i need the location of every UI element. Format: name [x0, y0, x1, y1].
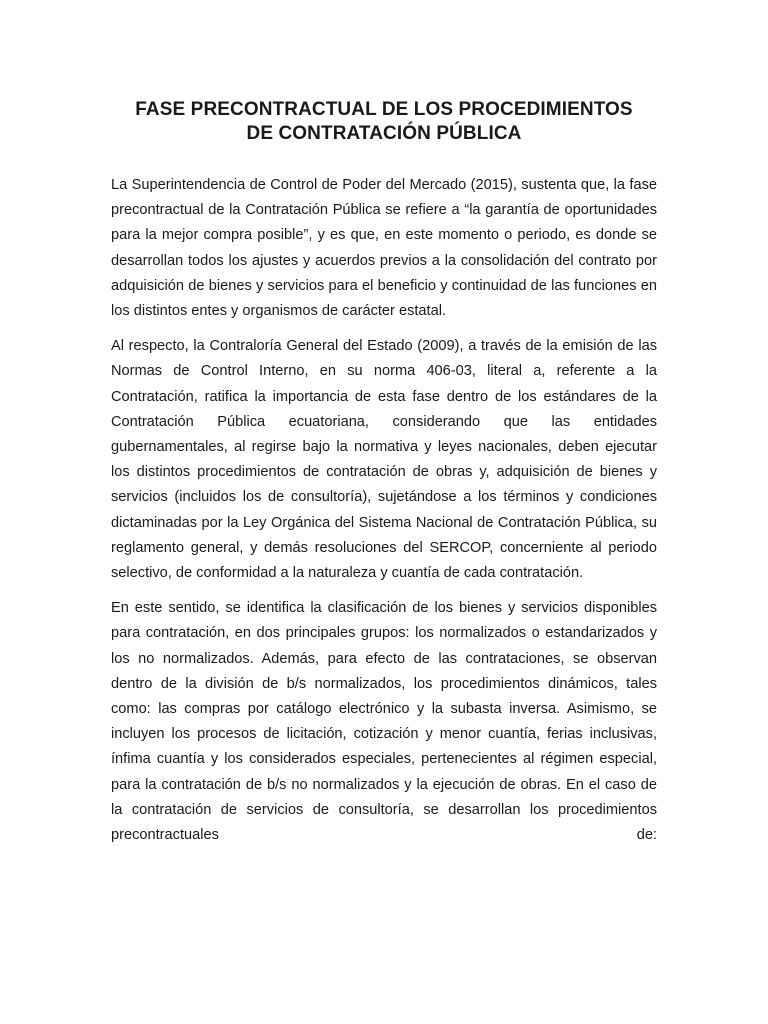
document-body	[111, 173, 657, 858]
paragraph-3: En este sentido, se identifica la clasificación de los bienes y servicios disponibles para contratación, en dos principales grupos: los normalizados o estandarizados y los no normalizados. Además, para efecto de las contrataciones, se observan dentro de la división de b/s normalizados, los procedimientos dinámicos, tales como: las compras por catálogo electrónico y la subasta inversa. Asimismo, se incluyen los procesos de licitación, cotización y menor cuantía, ferias inclusivas, ínfima cuantía y los considerados especiales, pertenecientes al régimen especial, para la contratación de b/s no normalizados y la ejecución de obras. En el caso de la contratación de servicios de consultoría, se desarrollan los procedimientos precontractuales de:	[111, 600, 657, 844]
document-title	[100, 98, 668, 146]
paragraph-1: La Superintendencia de Control de Poder del Mercado (2015), sustenta que, la fase precontractual de la Contratación Pública se refiere a “la garantía de oportunidades para la mejor compra posible”, y es que, en este momento o periodo, es donde se desarrollan todos los ajustes y acuerdos previos a la consolidación del contrato por adquisición de bienes y servicios para el beneficio y continuidad de las funciones en los distintos entes y organismos de carácter estatal.	[111, 177, 657, 320]
paragraph-2: Al respecto, la Contraloría General del Estado (2009), a través de la emisión de las Normas de Control Interno, en su norma 406-03, literal a, referente a la Contratación, ratifica la importancia de esta fase dentro de los estándares de la Contratación Pública ecuatoriana, considerando que las entidades gubernamentales, al regirse bajo la normativa y leyes nacionales, deben ejecutar los distintos procedimientos de contratación de obras y, adquisición de bienes y servicios (incluidos los de consultoría), sujetándose a los términos y condiciones dictaminadas por la Ley Orgánica del Sistema Nacional de Contratación Pública, su reglamento general, y demás resoluciones del SERCOP, concerniente al periodo selectivo, de conformidad a la naturaleza y cuantía de cada contratación.	[111, 338, 657, 582]
title-line-2: DE CONTRATACIÓN PÚBLICA	[246, 123, 522, 144]
title-line-1: FASE PRECONTRACTUAL DE LOS PROCEDIMIENTOS	[135, 99, 633, 120]
